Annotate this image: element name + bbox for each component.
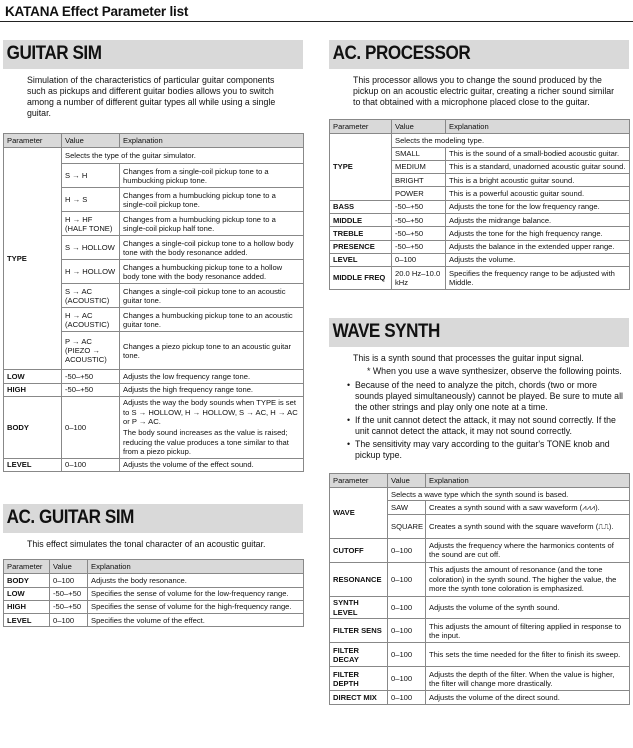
param-value: 0–100 — [50, 614, 88, 627]
col-header-parameter: Parameter — [330, 120, 392, 134]
param-value: -50–+50 — [392, 200, 446, 213]
param-explanation: Specifies the sense of volume for the high-frequency range. — [88, 600, 304, 613]
option-value: H → AC (ACOUSTIC) — [62, 308, 120, 332]
param-explanation: Adjusts the volume. — [446, 253, 630, 266]
param-name: BODY — [4, 396, 62, 458]
param-explanation: Adjusts the frequency where the harmonics contents of the sound are cut off. — [426, 538, 630, 562]
param-name: MIDDLE — [330, 214, 392, 227]
param-name: SYNTH LEVEL — [330, 596, 388, 619]
table-row — [4, 458, 304, 471]
right-column — [329, 40, 629, 705]
body-explanation-2: The body sound increases as the value is raised; reducing the value produces a tone similar to that from a piezo pickup. — [123, 428, 289, 456]
param-explanation: Selects the type of the guitar simulator. — [62, 148, 304, 164]
ac-guitar-sim-intro: This effect simulates the tonal character of an acoustic guitar. — [27, 538, 266, 549]
param-name: WAVE — [330, 488, 388, 539]
col-header-explanation: Explanation — [426, 473, 630, 487]
param-name: FILTER SENS — [330, 619, 388, 643]
table-row — [330, 240, 630, 253]
table-row — [330, 267, 630, 290]
param-name: MIDDLE FREQ — [330, 267, 392, 290]
option-explanation: Changes a single-coil pickup tone to an acoustic guitar tone. — [120, 284, 304, 308]
col-header-parameter: Parameter — [330, 473, 388, 487]
param-explanation: Adjusts the depth of the filter. When the value is higher, the filter will change more drastically. — [426, 667, 630, 691]
param-explanation: Adjusts the volume of the direct sound. — [426, 691, 630, 704]
param-explanation: Selects the modeling type. — [392, 134, 630, 147]
guitar-sim-title: GUITAR SIM — [6, 43, 102, 64]
left-column — [3, 40, 303, 627]
param-value: -50–+50 — [50, 587, 88, 600]
option-explanation: Changes a humbucking pickup tone to an acoustic guitar tone. — [120, 308, 304, 332]
guitar-sim-table — [3, 133, 304, 472]
param-value: 0–100 — [388, 643, 426, 667]
option-value: H → HF (HALF TONE) — [62, 212, 120, 236]
param-value: -50–+50 — [392, 214, 446, 227]
wave-synth-table — [329, 473, 630, 705]
ac-processor-intro: This processor allows you to change the sound produced by the pickup on an acoustic electric guitar, creating a richer sound similar to that obtained with a microphone placed close to the guitar. — [353, 75, 615, 107]
param-name: TYPE — [4, 148, 62, 370]
table-row — [4, 370, 304, 383]
table-row — [4, 574, 304, 587]
table-row — [330, 200, 630, 213]
param-explanation: This adjusts the amount of filtering applied in response to the input. — [426, 619, 630, 643]
table-row — [330, 227, 630, 240]
list-item: • If the unit cannot detect the attack, it may not sound correctly. If the unit cannot detect the attack, it may not sound correctly. — [347, 415, 623, 437]
option-explanation: This is the sound of a small-bodied acoustic guitar. — [446, 147, 630, 160]
table-row — [330, 643, 630, 667]
param-explanation: Adjusts the midrange balance. — [446, 214, 630, 227]
list-item: • Because of the need to analyze the pitch, chords (two or more sounds played simultaneously) cannot be played. Be sure to mute all the other strings and play only one note at a time. — [347, 380, 623, 413]
option-value: SQUARE — [388, 514, 426, 538]
col-header-parameter: Parameter — [4, 134, 62, 148]
option-value: MEDIUM — [392, 160, 446, 173]
option-explanation — [426, 514, 630, 538]
param-name: RESONANCE — [330, 562, 388, 596]
param-name: BASS — [330, 200, 392, 213]
param-name: HIGH — [4, 600, 50, 613]
table-header-row — [330, 473, 630, 487]
param-value: 0–100 — [62, 396, 120, 458]
body-explanation-1: Adjusts the way the body sounds when TYPE is set to S → HOLLOW, H → HOLLOW, S → AC, H → AC or P → AC. — [123, 398, 298, 426]
table-row — [4, 614, 304, 627]
option-value: S → AC (ACOUSTIC) — [62, 284, 120, 308]
param-name: FILTER DEPTH — [330, 667, 388, 691]
param-explanation: Adjusts the high frequency range tone. — [120, 383, 304, 396]
col-header-explanation: Explanation — [120, 134, 304, 148]
saw-wave-icon: ⩘⩘⩘ — [582, 502, 596, 512]
ac-guitar-sim-table — [3, 559, 304, 627]
col-header-value: Value — [62, 134, 120, 148]
option-explanation: Changes from a humbucking pickup tone to a single-coil pickup tone. — [120, 188, 304, 212]
ac-processor-table — [329, 119, 630, 290]
table-row — [4, 396, 304, 458]
option-value: P → AC (PIEZO → ACOUSTIC) — [62, 332, 120, 370]
list-item: • The sensitivity may vary according to the guitar's TONE knob and pickup type. — [347, 439, 623, 461]
param-explanation: This adjusts the amount of resonance (and the tone coloration) in the synth sound. The higher the value, the more the synth tone coloration is emphasized. — [426, 562, 630, 596]
saw-explanation-end: ). — [595, 502, 600, 512]
guitar-sim-intro: Simulation of the characteristics of particular guitar components such as pickups and different guitar bodies allows you to switch among a number of different guitar types all while using a single guitar. — [27, 75, 276, 118]
option-explanation — [426, 501, 630, 514]
col-header-explanation: Explanation — [88, 559, 304, 573]
wave-synth-intro: This is a synth sound that processes the guitar input signal. — [353, 352, 584, 363]
square-wave-icon: ⎍⎍ — [598, 521, 609, 531]
table-header-row — [4, 134, 304, 148]
param-value: -50–+50 — [392, 227, 446, 240]
option-value: SMALL — [392, 147, 446, 160]
wave-synth-bullets — [329, 380, 629, 461]
param-explanation: Selects a wave type which the synth sound is based. — [388, 488, 630, 501]
param-name: LOW — [4, 370, 62, 383]
ac-processor-header — [329, 40, 629, 69]
param-value: 0–100 — [388, 538, 426, 562]
param-value: 0–100 — [62, 458, 120, 471]
param-explanation: Specifies the volume of the effect. — [88, 614, 304, 627]
param-explanation: Adjusts the tone for the high frequency range. — [446, 227, 630, 240]
col-header-value: Value — [392, 120, 446, 134]
saw-explanation: Creates a synth sound with a saw waveform ( — [429, 502, 583, 512]
param-name: LEVEL — [330, 253, 392, 266]
param-explanation: Adjusts the balance in the extended upper range. — [446, 240, 630, 253]
ac-processor-title: AC. PROCESSOR — [332, 43, 471, 64]
table-row — [4, 587, 304, 600]
table-row — [330, 596, 630, 619]
table-row — [330, 667, 630, 691]
square-explanation-end: ). — [608, 521, 614, 531]
param-value: -50–+50 — [62, 383, 120, 396]
table-row — [330, 691, 630, 704]
table-row — [330, 253, 630, 266]
guitar-sim-header — [3, 40, 303, 69]
table-row — [4, 148, 304, 164]
square-explanation: Creates a synth sound with the square waveform ( — [429, 521, 599, 531]
param-name: TYPE — [330, 134, 392, 200]
col-header-value: Value — [50, 559, 88, 573]
col-header-parameter: Parameter — [4, 559, 50, 573]
option-value: BRIGHT — [392, 174, 446, 187]
param-name: LOW — [4, 587, 50, 600]
param-name: BODY — [4, 574, 50, 587]
page-title: KATANA Effect Parameter list — [5, 4, 189, 19]
param-value: 0–100 — [388, 667, 426, 691]
param-name: DIRECT MIX — [330, 691, 388, 704]
option-value: S → HOLLOW — [62, 236, 120, 260]
option-value: POWER — [392, 187, 446, 200]
ac-guitar-sim-title: AC. GUITAR SIM — [6, 506, 134, 528]
param-name: HIGH — [4, 383, 62, 396]
col-header-value: Value — [388, 473, 426, 487]
wave-synth-note: * When you use a wave synthesizer, observe the following points. — [367, 365, 622, 376]
table-row — [330, 134, 630, 147]
param-value: 0–100 — [388, 619, 426, 643]
param-explanation: Adjusts the body resonance. — [88, 574, 304, 587]
option-value: S → H — [62, 164, 120, 188]
param-value: -50–+50 — [392, 240, 446, 253]
param-name: LEVEL — [4, 458, 62, 471]
param-value: -50–+50 — [62, 370, 120, 383]
param-value: 0–100 — [392, 253, 446, 266]
table-row — [330, 488, 630, 501]
title-rule — [0, 21, 633, 22]
option-explanation: Changes a piezo pickup tone to an acoustic guitar tone. — [120, 332, 304, 370]
param-name: FILTER DECAY — [330, 643, 388, 667]
table-header-row — [330, 120, 630, 134]
table-row — [330, 538, 630, 562]
param-name: LEVEL — [4, 614, 50, 627]
option-explanation: Changes from a single-coil pickup tone to a humbucking pickup tone. — [120, 164, 304, 188]
table-row — [330, 619, 630, 643]
wave-synth-header — [329, 318, 629, 347]
param-name: PRESENCE — [330, 240, 392, 253]
param-value: 0–100 — [50, 574, 88, 587]
param-value: -50–+50 — [50, 600, 88, 613]
table-row — [4, 383, 304, 396]
param-value: 0–100 — [388, 691, 426, 704]
option-value: H → HOLLOW — [62, 260, 120, 284]
option-explanation: Changes a single-coil pickup tone to a hollow body tone with the body resonance added. — [120, 236, 304, 260]
option-explanation: This is a bright acoustic guitar sound. — [446, 174, 630, 187]
table-row — [330, 214, 630, 227]
param-value: 20.0 Hz–10.0 kHz — [392, 267, 446, 290]
col-header-explanation: Explanation — [446, 120, 630, 134]
param-name: TREBLE — [330, 227, 392, 240]
option-value: H → S — [62, 188, 120, 212]
param-explanation — [120, 396, 304, 458]
param-explanation: Adjusts the volume of the synth sound. — [426, 596, 630, 619]
option-explanation: This is a standard, unadorned acoustic guitar sound. — [446, 160, 630, 173]
param-explanation: Adjusts the volume of the effect sound. — [120, 458, 304, 471]
param-value: 0–100 — [388, 596, 426, 619]
option-explanation: This is a powerful acoustic guitar sound. — [446, 187, 630, 200]
param-value: 0–100 — [388, 562, 426, 596]
param-explanation: Specifies the sense of volume for the low-frequency range. — [88, 587, 304, 600]
param-explanation: This sets the time needed for the filter to finish its sweep. — [426, 643, 630, 667]
option-explanation: Changes a humbucking pickup tone to a hollow body tone with the body resonance added. — [120, 260, 304, 284]
param-explanation: Adjusts the low frequency range tone. — [120, 370, 304, 383]
table-row — [4, 600, 304, 613]
table-header-row — [4, 559, 304, 573]
wave-synth-title: WAVE SYNTH — [332, 320, 440, 342]
ac-guitar-sim-header — [3, 504, 303, 533]
option-value: SAW — [388, 501, 426, 514]
table-row — [330, 562, 630, 596]
param-explanation: Specifies the frequency range to be adjusted with Middle. — [446, 267, 630, 290]
param-explanation: Adjusts the tone for the low frequency range. — [446, 200, 630, 213]
option-explanation: Changes from a humbucking pickup tone to a single-coil pickup half tone. — [120, 212, 304, 236]
param-name: CUTOFF — [330, 538, 388, 562]
